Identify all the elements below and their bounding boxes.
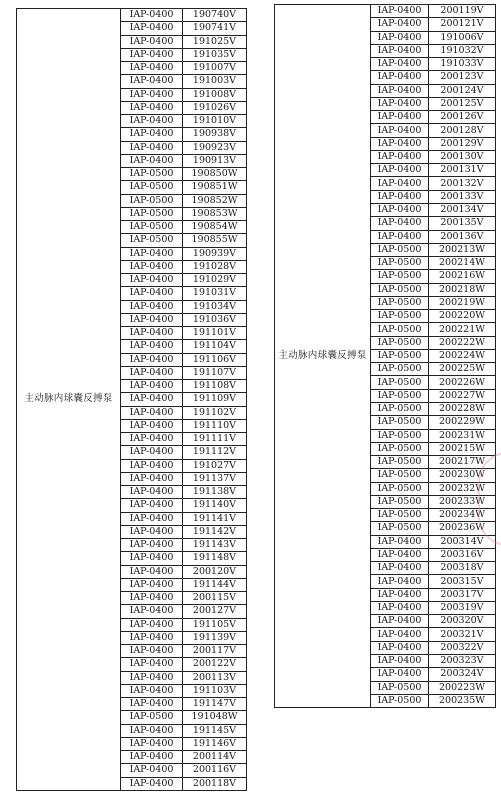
serial-number-cell: 191111V bbox=[183, 433, 247, 446]
model-cell: IAP-0400 bbox=[371, 190, 429, 203]
serial-number-cell: 200135V bbox=[429, 217, 496, 230]
serial-number-cell: 191033V bbox=[429, 58, 496, 71]
model-cell: IAP-0400 bbox=[121, 419, 183, 432]
model-cell: IAP-0500 bbox=[371, 522, 429, 535]
model-cell: IAP-0500 bbox=[121, 181, 183, 194]
serial-number-cell: 200122V bbox=[183, 658, 247, 671]
model-cell: IAP-0400 bbox=[121, 393, 183, 406]
model-cell: IAP-0400 bbox=[371, 668, 429, 681]
model-cell: IAP-0400 bbox=[121, 141, 183, 154]
serial-number-cell: 190852W bbox=[183, 194, 247, 207]
model-cell: IAP-0400 bbox=[121, 380, 183, 393]
serial-number-cell: 200318V bbox=[429, 562, 496, 575]
model-cell: IAP-0400 bbox=[371, 575, 429, 588]
serial-number-cell: 191103V bbox=[183, 684, 247, 697]
model-cell: IAP-0400 bbox=[121, 618, 183, 631]
serial-number-cell: 191143V bbox=[183, 539, 247, 552]
serial-number-cell: 191101V bbox=[183, 327, 247, 340]
serial-number-cell: 200314V bbox=[429, 535, 496, 548]
model-cell: IAP-0400 bbox=[121, 313, 183, 326]
left-product-table bbox=[16, 8, 247, 791]
model-cell: IAP-0500 bbox=[371, 456, 429, 469]
serial-number-cell: 200217W bbox=[429, 456, 496, 469]
model-cell: IAP-0400 bbox=[121, 88, 183, 101]
model-cell: IAP-0400 bbox=[371, 44, 429, 57]
model-cell: IAP-0400 bbox=[121, 154, 183, 167]
model-cell: IAP-0400 bbox=[121, 75, 183, 88]
serial-number-cell: 200233W bbox=[429, 495, 496, 508]
serial-number-cell: 190913V bbox=[183, 154, 247, 167]
serial-number-cell: 200124V bbox=[429, 84, 496, 97]
serial-number-cell: 191107V bbox=[183, 366, 247, 379]
serial-number-cell: 200224W bbox=[429, 349, 496, 362]
serial-number-cell: 200315V bbox=[429, 575, 496, 588]
model-cell: IAP-0500 bbox=[371, 349, 429, 362]
model-cell: IAP-0400 bbox=[121, 486, 183, 499]
model-cell: IAP-0400 bbox=[371, 97, 429, 110]
model-cell: IAP-0500 bbox=[371, 283, 429, 296]
serial-number-cell: 200123V bbox=[429, 71, 496, 84]
model-cell: IAP-0400 bbox=[121, 525, 183, 538]
model-cell: IAP-0400 bbox=[121, 552, 183, 565]
serial-number-cell: 191003V bbox=[183, 75, 247, 88]
model-cell: IAP-0400 bbox=[121, 260, 183, 273]
model-cell: IAP-0500 bbox=[371, 694, 429, 707]
serial-number-cell: 200127V bbox=[183, 605, 247, 618]
model-cell: IAP-0400 bbox=[121, 340, 183, 353]
serial-number-cell: 200236W bbox=[429, 522, 496, 535]
model-cell: IAP-0400 bbox=[371, 588, 429, 601]
model-cell: IAP-0400 bbox=[371, 203, 429, 216]
serial-number-cell: 190740V bbox=[183, 9, 247, 22]
serial-number-cell: 200322V bbox=[429, 641, 496, 654]
model-cell: IAP-0400 bbox=[371, 535, 429, 548]
serial-number-cell: 200119V bbox=[429, 5, 496, 18]
model-cell: IAP-0500 bbox=[121, 207, 183, 220]
serial-number-cell: 191140V bbox=[183, 499, 247, 512]
model-cell: IAP-0400 bbox=[121, 274, 183, 287]
serial-number-cell: 200221W bbox=[429, 323, 496, 336]
serial-number-cell: 200136V bbox=[429, 230, 496, 243]
right-product-category-cell: 主动脉内球囊反搏泵 bbox=[275, 5, 371, 708]
serial-number-cell: 200319V bbox=[429, 601, 496, 614]
model-cell: IAP-0400 bbox=[121, 22, 183, 35]
model-cell: IAP-0400 bbox=[121, 605, 183, 618]
model-cell: IAP-0400 bbox=[371, 58, 429, 71]
serial-number-cell: 191112V bbox=[183, 446, 247, 459]
serial-number-cell: 191105V bbox=[183, 618, 247, 631]
serial-number-cell: 191146V bbox=[183, 737, 247, 750]
model-cell: IAP-0500 bbox=[371, 509, 429, 522]
model-cell: IAP-0400 bbox=[121, 247, 183, 260]
model-cell: IAP-0400 bbox=[121, 631, 183, 644]
serial-number-cell: 200214W bbox=[429, 257, 496, 270]
model-cell: IAP-0400 bbox=[121, 327, 183, 340]
serial-number-cell: 191031V bbox=[183, 287, 247, 300]
serial-number-cell: 200219W bbox=[429, 296, 496, 309]
table-row bbox=[275, 5, 496, 18]
serial-number-cell: 200232W bbox=[429, 482, 496, 495]
model-cell: IAP-0400 bbox=[371, 18, 429, 31]
model-cell: IAP-0500 bbox=[371, 416, 429, 429]
serial-number-cell: 190741V bbox=[183, 22, 247, 35]
serial-number-cell: 191048W bbox=[183, 711, 247, 724]
model-cell: IAP-0500 bbox=[371, 469, 429, 482]
table-row bbox=[17, 9, 247, 22]
serial-number-cell: 200228W bbox=[429, 402, 496, 415]
model-cell: IAP-0400 bbox=[371, 655, 429, 668]
serial-number-cell: 200225W bbox=[429, 363, 496, 376]
model-cell: IAP-0400 bbox=[121, 671, 183, 684]
serial-number-cell: 200131V bbox=[429, 164, 496, 177]
model-cell: IAP-0500 bbox=[371, 270, 429, 283]
serial-number-cell: 190855W bbox=[183, 234, 247, 247]
model-cell: IAP-0400 bbox=[121, 287, 183, 300]
model-cell: IAP-0500 bbox=[371, 681, 429, 694]
serial-number-cell: 200316V bbox=[429, 548, 496, 561]
model-cell: IAP-0400 bbox=[371, 137, 429, 150]
serial-number-cell: 191109V bbox=[183, 393, 247, 406]
model-cell: IAP-0500 bbox=[121, 711, 183, 724]
serial-number-cell: 191010V bbox=[183, 115, 247, 128]
model-cell: IAP-0400 bbox=[371, 5, 429, 18]
serial-number-cell: 191104V bbox=[183, 340, 247, 353]
right-table-body bbox=[275, 5, 496, 708]
serial-number-cell: 200324V bbox=[429, 668, 496, 681]
model-cell: IAP-0400 bbox=[371, 548, 429, 561]
serial-number-cell: 200229W bbox=[429, 416, 496, 429]
model-cell: IAP-0400 bbox=[121, 539, 183, 552]
serial-number-cell: 191034V bbox=[183, 300, 247, 313]
model-cell: IAP-0500 bbox=[371, 429, 429, 442]
model-cell: IAP-0500 bbox=[371, 363, 429, 376]
serial-number-cell: 200125V bbox=[429, 97, 496, 110]
serial-number-cell: 191110V bbox=[183, 419, 247, 432]
model-cell: IAP-0400 bbox=[121, 777, 183, 790]
serial-number-cell: 191006V bbox=[429, 31, 496, 44]
model-cell: IAP-0400 bbox=[371, 31, 429, 44]
serial-number-cell: 200114V bbox=[183, 751, 247, 764]
serial-number-cell: 200126V bbox=[429, 111, 496, 124]
model-cell: IAP-0500 bbox=[121, 168, 183, 181]
model-cell: IAP-0400 bbox=[371, 111, 429, 124]
serial-number-cell: 200213W bbox=[429, 243, 496, 256]
serial-number-cell: 200223W bbox=[429, 681, 496, 694]
serial-number-cell: 200130V bbox=[429, 150, 496, 163]
serial-number-cell: 190939V bbox=[183, 247, 247, 260]
model-cell: IAP-0400 bbox=[121, 724, 183, 737]
model-cell: IAP-0400 bbox=[371, 230, 429, 243]
model-cell: IAP-0400 bbox=[371, 84, 429, 97]
model-cell: IAP-0400 bbox=[121, 9, 183, 22]
model-cell: IAP-0400 bbox=[371, 71, 429, 84]
model-cell: IAP-0400 bbox=[371, 615, 429, 628]
model-cell: IAP-0500 bbox=[371, 323, 429, 336]
model-cell: IAP-0400 bbox=[121, 737, 183, 750]
model-cell: IAP-0400 bbox=[371, 150, 429, 163]
serial-number-cell: 191026V bbox=[183, 101, 247, 114]
model-cell: IAP-0500 bbox=[371, 310, 429, 323]
serial-number-cell: 191032V bbox=[429, 44, 496, 57]
serial-number-cell: 191029V bbox=[183, 274, 247, 287]
serial-number-cell: 191028V bbox=[183, 260, 247, 273]
model-cell: IAP-0500 bbox=[371, 442, 429, 455]
model-cell: IAP-0400 bbox=[121, 698, 183, 711]
serial-number-cell: 191148V bbox=[183, 552, 247, 565]
model-cell: IAP-0400 bbox=[121, 684, 183, 697]
serial-number-cell: 200220W bbox=[429, 310, 496, 323]
model-cell: IAP-0500 bbox=[371, 402, 429, 415]
model-cell: IAP-0500 bbox=[371, 389, 429, 402]
serial-number-cell: 200227W bbox=[429, 389, 496, 402]
serial-number-cell: 200234W bbox=[429, 509, 496, 522]
serial-number-cell: 190853W bbox=[183, 207, 247, 220]
serial-number-cell: 200133V bbox=[429, 190, 496, 203]
serial-number-cell: 190923V bbox=[183, 141, 247, 154]
model-cell: IAP-0400 bbox=[121, 592, 183, 605]
model-cell: IAP-0500 bbox=[371, 243, 429, 256]
serial-number-cell: 200134V bbox=[429, 203, 496, 216]
model-cell: IAP-0500 bbox=[371, 482, 429, 495]
model-cell: IAP-0400 bbox=[121, 764, 183, 777]
serial-number-cell: 200113V bbox=[183, 671, 247, 684]
model-cell: IAP-0400 bbox=[121, 128, 183, 141]
serial-number-cell: 200132V bbox=[429, 177, 496, 190]
model-cell: IAP-0400 bbox=[371, 124, 429, 137]
model-cell: IAP-0400 bbox=[121, 300, 183, 313]
serial-number-cell: 191036V bbox=[183, 313, 247, 326]
serial-number-cell: 200235W bbox=[429, 694, 496, 707]
right-product-table bbox=[274, 4, 496, 708]
serial-number-cell: 200226W bbox=[429, 376, 496, 389]
model-cell: IAP-0400 bbox=[121, 512, 183, 525]
serial-number-cell: 200116V bbox=[183, 764, 247, 777]
model-cell: IAP-0400 bbox=[121, 115, 183, 128]
model-cell: IAP-0500 bbox=[371, 336, 429, 349]
model-cell: IAP-0400 bbox=[121, 499, 183, 512]
model-cell: IAP-0400 bbox=[121, 353, 183, 366]
serial-number-cell: 200128V bbox=[429, 124, 496, 137]
serial-number-cell: 191145V bbox=[183, 724, 247, 737]
serial-number-cell: 200230W bbox=[429, 469, 496, 482]
model-cell: IAP-0400 bbox=[121, 101, 183, 114]
serial-number-cell: 200215W bbox=[429, 442, 496, 455]
left-product-category-cell: 主动脉内球囊反搏泵 bbox=[17, 9, 121, 791]
serial-number-cell: 200218W bbox=[429, 283, 496, 296]
model-cell: IAP-0400 bbox=[371, 641, 429, 654]
model-cell: IAP-0400 bbox=[371, 628, 429, 641]
left-table-body bbox=[17, 9, 247, 791]
serial-number-cell: 200118V bbox=[183, 777, 247, 790]
model-cell: IAP-0400 bbox=[121, 433, 183, 446]
serial-number-cell: 191142V bbox=[183, 525, 247, 538]
model-cell: IAP-0500 bbox=[121, 221, 183, 234]
serial-number-cell: 191147V bbox=[183, 698, 247, 711]
serial-number-cell: 200222W bbox=[429, 336, 496, 349]
serial-number-cell: 200231W bbox=[429, 429, 496, 442]
serial-number-cell: 190854W bbox=[183, 221, 247, 234]
model-cell: IAP-0400 bbox=[121, 62, 183, 75]
model-cell: IAP-0400 bbox=[121, 565, 183, 578]
serial-number-cell: 200320V bbox=[429, 615, 496, 628]
serial-number-cell: 200121V bbox=[429, 18, 496, 31]
model-cell: IAP-0400 bbox=[121, 578, 183, 591]
model-cell: IAP-0400 bbox=[371, 217, 429, 230]
serial-number-cell: 190938V bbox=[183, 128, 247, 141]
model-cell: IAP-0500 bbox=[371, 376, 429, 389]
model-cell: IAP-0400 bbox=[121, 366, 183, 379]
serial-number-cell: 190850W bbox=[183, 168, 247, 181]
model-cell: IAP-0400 bbox=[121, 658, 183, 671]
serial-number-cell: 190851W bbox=[183, 181, 247, 194]
model-cell: IAP-0500 bbox=[371, 257, 429, 270]
serial-number-cell: 200117V bbox=[183, 645, 247, 658]
serial-number-cell: 200216W bbox=[429, 270, 496, 283]
serial-number-cell: 200129V bbox=[429, 137, 496, 150]
serial-number-cell: 200317V bbox=[429, 588, 496, 601]
serial-number-cell: 200120V bbox=[183, 565, 247, 578]
serial-number-cell: 191025V bbox=[183, 35, 247, 48]
serial-number-cell: 200321V bbox=[429, 628, 496, 641]
serial-number-cell: 191007V bbox=[183, 62, 247, 75]
model-cell: IAP-0400 bbox=[371, 164, 429, 177]
model-cell: IAP-0400 bbox=[121, 459, 183, 472]
model-cell: IAP-0500 bbox=[371, 296, 429, 309]
model-cell: IAP-0500 bbox=[121, 194, 183, 207]
serial-number-cell: 191008V bbox=[183, 88, 247, 101]
serial-number-cell: 191137V bbox=[183, 472, 247, 485]
serial-number-cell: 191106V bbox=[183, 353, 247, 366]
model-cell: IAP-0500 bbox=[121, 234, 183, 247]
serial-number-cell: 200115V bbox=[183, 592, 247, 605]
model-cell: IAP-0400 bbox=[121, 472, 183, 485]
model-cell: IAP-0400 bbox=[371, 562, 429, 575]
serial-number-cell: 191108V bbox=[183, 380, 247, 393]
model-cell: IAP-0400 bbox=[121, 35, 183, 48]
model-cell: IAP-0500 bbox=[371, 495, 429, 508]
model-cell: IAP-0400 bbox=[121, 48, 183, 61]
serial-number-cell: 191027V bbox=[183, 459, 247, 472]
model-cell: IAP-0400 bbox=[121, 446, 183, 459]
serial-number-cell: 191141V bbox=[183, 512, 247, 525]
serial-number-cell: 191144V bbox=[183, 578, 247, 591]
model-cell: IAP-0400 bbox=[371, 177, 429, 190]
model-cell: IAP-0400 bbox=[121, 406, 183, 419]
model-cell: IAP-0400 bbox=[371, 601, 429, 614]
serial-number-cell: 191139V bbox=[183, 631, 247, 644]
serial-number-cell: 191102V bbox=[183, 406, 247, 419]
serial-number-cell: 191035V bbox=[183, 48, 247, 61]
model-cell: IAP-0400 bbox=[121, 645, 183, 658]
model-cell: IAP-0400 bbox=[121, 751, 183, 764]
serial-number-cell: 191138V bbox=[183, 486, 247, 499]
serial-number-cell: 200323V bbox=[429, 655, 496, 668]
